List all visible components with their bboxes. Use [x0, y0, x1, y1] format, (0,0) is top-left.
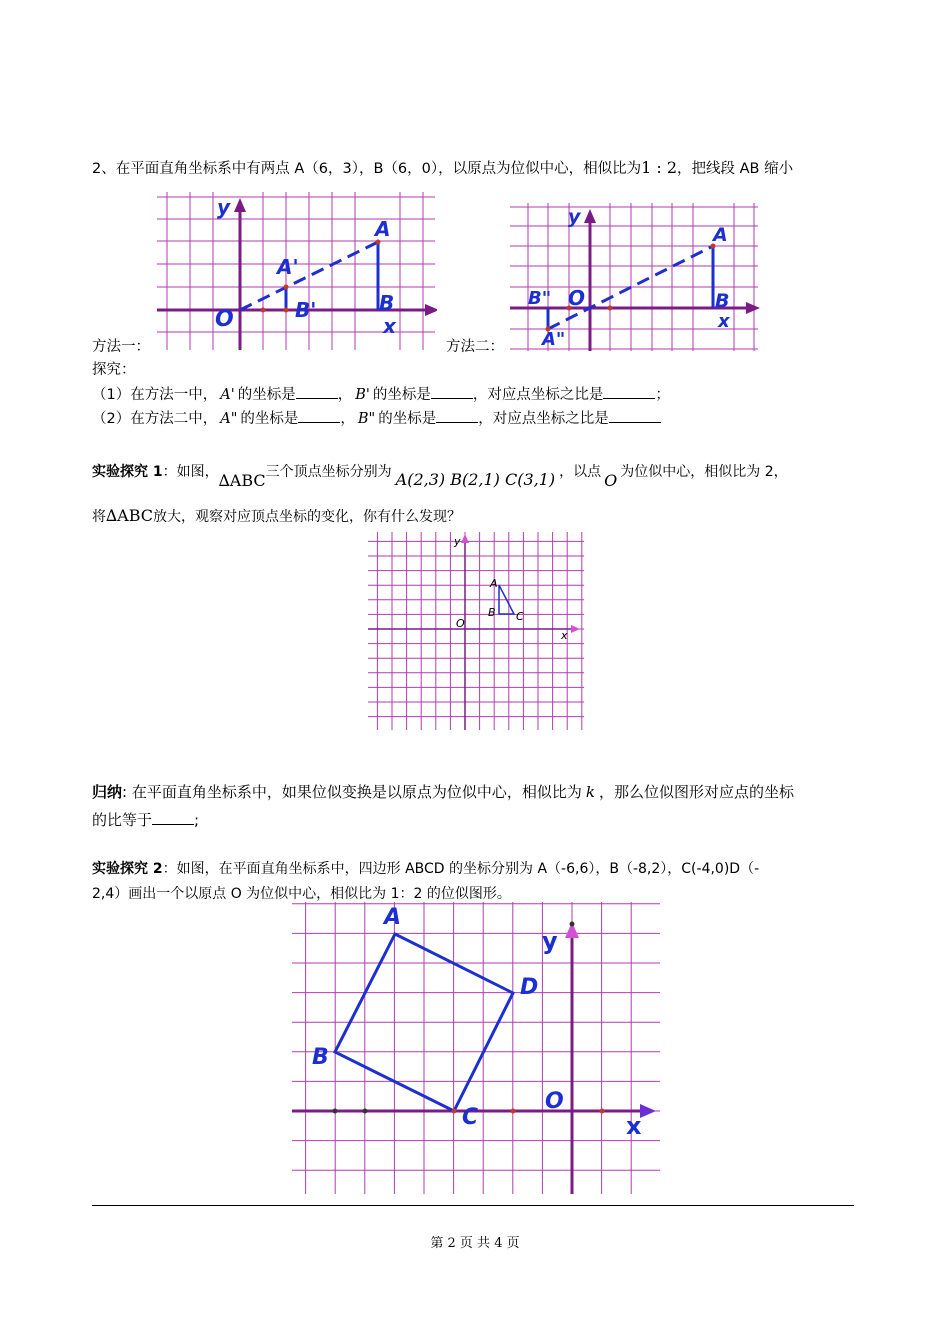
answer-blank[interactable]: [609, 410, 661, 423]
page-footer: 第 2 页 共 4 页: [430, 1236, 520, 1251]
label-B-double-prime: B": [528, 288, 552, 309]
label-A: A: [713, 224, 728, 246]
question-2: [92, 157, 793, 178]
label-x: x: [383, 314, 396, 338]
q2-ratio: 1 : 2: [641, 158, 678, 177]
y-arrow-icon: [461, 534, 469, 543]
x-arrow-icon: [640, 1104, 656, 1118]
summary-line-1: 归纳: 在平面直角坐标系中，如果位似变换是以原点为位似中心，相似比为 k ，那么位似图形对应点的坐标: [92, 783, 794, 801]
label-y: y: [542, 927, 558, 955]
method1-figure: [157, 192, 437, 350]
label-O: O: [456, 617, 465, 630]
y-arrow-icon: [234, 198, 246, 212]
explore-title: 探究：: [92, 362, 136, 378]
summary-title: 归纳: [92, 783, 123, 801]
label-x: x: [718, 311, 730, 332]
q2-text: 2、在平面直角坐标系中有两点 A（6，3），B（6，0），以原点为位似中心，相似比为: [92, 161, 642, 177]
explore-line-2: （2）在方法二中， A" 的坐标是 ， B" 的坐标是 ，对应点坐标之比是: [92, 407, 661, 428]
exp2-figure: [292, 902, 660, 1194]
label-A: A: [490, 577, 498, 590]
answer-blank[interactable]: [603, 386, 655, 399]
label-x: x: [561, 629, 568, 642]
label-A: A: [375, 217, 391, 241]
label-D: D: [520, 975, 539, 1000]
label-O: O: [545, 1089, 564, 1114]
answer-blank[interactable]: [152, 812, 194, 825]
exp1-line-2: 将∆ABC放大，观察对应顶点坐标的变化，你有什么发现？: [92, 506, 462, 525]
footer-rule: [92, 1205, 854, 1206]
label-O: O: [215, 307, 234, 332]
label-y: y: [454, 535, 461, 548]
label-B: B: [488, 606, 496, 619]
label-B: B: [379, 291, 395, 315]
label-A-double-prime: A": [542, 329, 566, 350]
label-O: O: [568, 286, 586, 310]
exp1-line-1: 实验探究 1：如图，∆ABC三个顶点坐标分别为 A(2,3) B(2,1) C(3,1) ，以点 O 为位似中心，相似比为 2，: [92, 464, 788, 490]
x-arrow-icon: [746, 302, 760, 314]
method2-label: 方法二：: [446, 339, 504, 355]
label-B: B: [715, 290, 730, 312]
explore-line-1: （1）在方法一中， A' 的坐标是 ， B' 的坐标是 ，对应点坐标之比是 ；: [92, 387, 670, 403]
label-y: y: [217, 195, 231, 219]
method2-figure: [510, 203, 760, 351]
label-A-prime: A': [277, 255, 299, 279]
exp2-line-2: 2,4）画出一个以原点 O 为位似中心，相似比为 1：2 的位似图形。: [92, 886, 511, 902]
answer-blank[interactable]: [431, 386, 473, 399]
summary-line-2: 的比等于 ;: [92, 811, 200, 829]
x-arrow-icon: [425, 304, 437, 316]
label-A: A: [384, 905, 402, 930]
label-C: C: [462, 1105, 479, 1130]
label-C: C: [516, 610, 524, 623]
label-B: B: [312, 1045, 329, 1070]
label-x: x: [626, 1112, 642, 1140]
answer-blank[interactable]: [298, 410, 340, 423]
exp2-line-1: 实验探究 2：如图，在平面直角坐标系中，四边形 ABCD 的坐标分别为 A（-6,6），B（-8,2），C(-4,0)D（-: [92, 861, 760, 877]
y-arrow-icon: [584, 209, 596, 223]
x-arrow-icon: [571, 625, 580, 633]
label-y: y: [568, 206, 581, 228]
exp1-title: 实验探究 1: [92, 464, 163, 480]
q2-text-end: ，把线段 AB 缩小: [677, 161, 794, 177]
answer-blank[interactable]: [436, 410, 478, 423]
label-B-prime: B': [295, 298, 317, 322]
answer-blank[interactable]: [296, 386, 338, 399]
method1-label: 方法一：: [92, 339, 150, 355]
exp2-title: 实验探究 2: [92, 861, 163, 877]
exp1-figure: [368, 532, 584, 730]
